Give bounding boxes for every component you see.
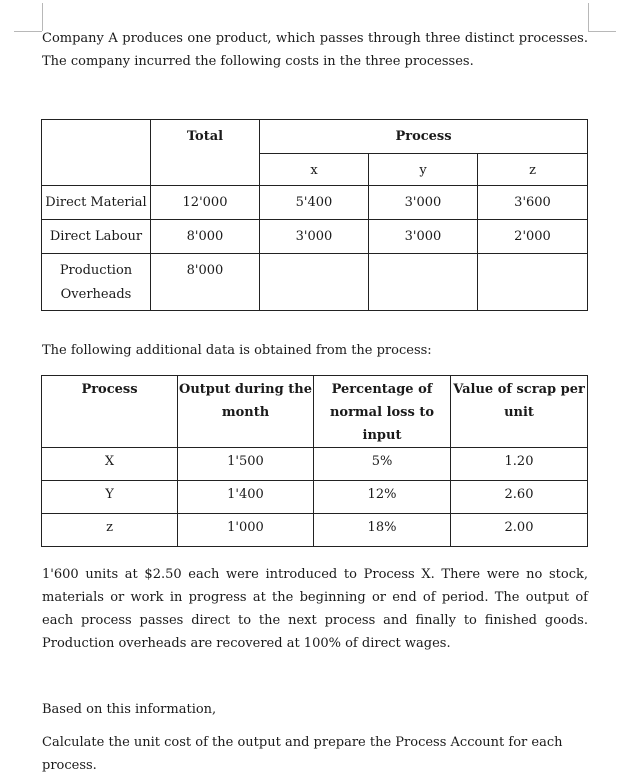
process-table: [41, 375, 588, 547]
process-table-header-scrap: Value of scrap per unit: [451, 376, 588, 448]
page-corner-mark-right: [588, 31, 616, 32]
total-cell: 8'000: [151, 220, 260, 254]
process-cell: Y: [42, 481, 178, 514]
intro-paragraph: Company A produces one product, which passes through three distinct processes. The company incurred the following costs in the three processes.: [42, 31, 588, 69]
z-cell: [478, 254, 588, 311]
loss-cell: 12%: [314, 481, 451, 514]
question-text: Calculate the unit cost of the output and prepare the Process Account for each process.: [42, 735, 563, 773]
x-cell: [260, 254, 369, 311]
process-cell: X: [42, 448, 178, 481]
z-cell: 2'000: [478, 220, 588, 254]
row-label: Direct Material: [42, 186, 151, 220]
cost-table-empty-header: [42, 120, 151, 186]
cost-table: [41, 119, 588, 311]
output-cell: 1'400: [178, 481, 314, 514]
cost-table-header-process: Process: [260, 120, 588, 154]
details-paragraph: 1'600 units at $2.50 each were introduced to Process X. There were no stock, materials or work in progress at the beginning or end of period. The output of each process passes direct to the next process and finally to finished goods. Production overheads are recovered at 100% of direct wages.: [42, 567, 588, 651]
based-on-text: Based on this information,: [42, 702, 217, 717]
scrap-cell: 2.60: [451, 481, 588, 514]
output-cell: 1'500: [178, 448, 314, 481]
table-row: [42, 186, 588, 220]
scrap-cell: 2.00: [451, 514, 588, 547]
loss-cell: 18%: [314, 514, 451, 547]
page-corner-mark-right-vertical: [588, 3, 589, 31]
loss-cell: 5%: [314, 448, 451, 481]
table-row: [42, 448, 588, 481]
row-label: Direct Labour: [42, 220, 151, 254]
cost-table-header-z: z: [478, 154, 588, 186]
cost-table-header-x: x: [260, 154, 369, 186]
cost-table-header-y: y: [369, 154, 478, 186]
table-row: [42, 514, 588, 547]
x-cell: 5'400: [260, 186, 369, 220]
z-cell: 3'600: [478, 186, 588, 220]
output-cell: 1'000: [178, 514, 314, 547]
page-corner-mark-left: [14, 31, 42, 32]
y-cell: 3'000: [369, 220, 478, 254]
table-row: [42, 481, 588, 514]
y-cell: [369, 254, 478, 311]
y-cell: 3'000: [369, 186, 478, 220]
total-cell: 12'000: [151, 186, 260, 220]
row-label: Production Overheads: [42, 254, 151, 311]
process-table-header-loss: Percentage of normal loss to input: [314, 376, 451, 448]
scrap-cell: 1.20: [451, 448, 588, 481]
cost-table-header-total: Total: [151, 120, 260, 186]
total-cell: 8'000: [151, 254, 260, 311]
process-cell: z: [42, 514, 178, 547]
table-row: [42, 254, 588, 311]
additional-data-intro: The following additional data is obtained from the process:: [42, 343, 432, 358]
x-cell: 3'000: [260, 220, 369, 254]
process-table-header-process: Process: [42, 376, 178, 448]
table-row: [42, 220, 588, 254]
process-table-header-output: Output during the month: [178, 376, 314, 448]
